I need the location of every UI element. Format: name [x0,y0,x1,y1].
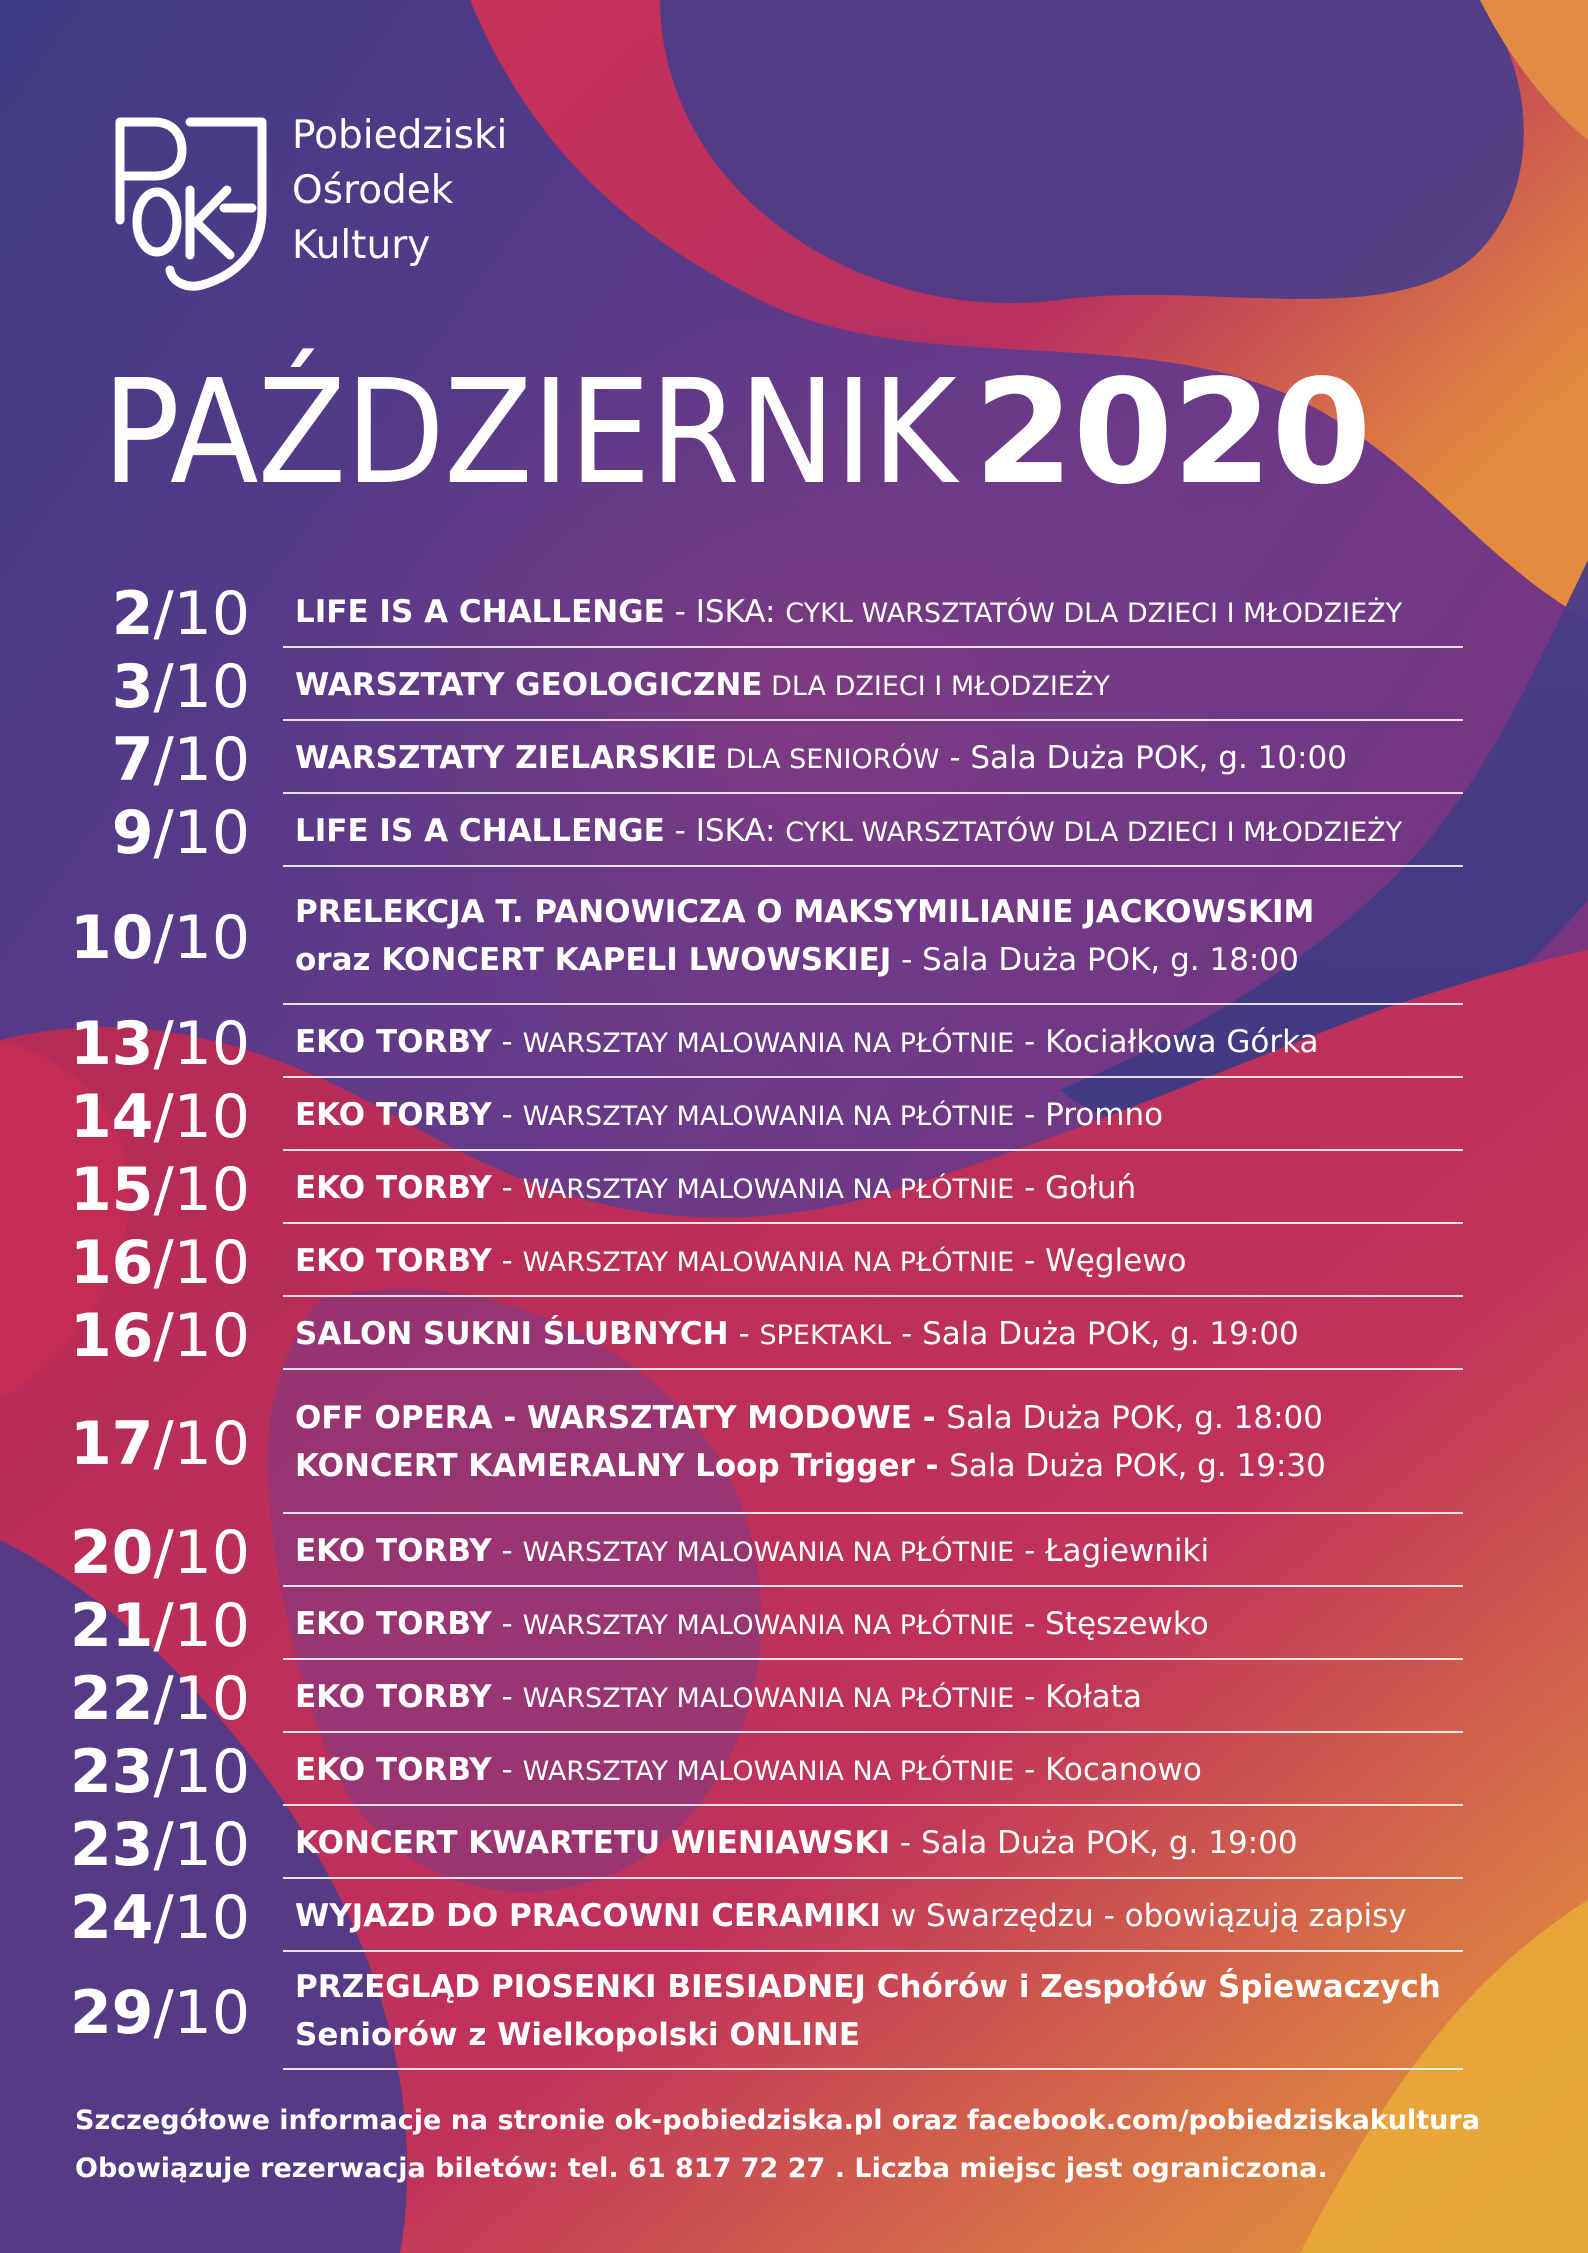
event-day: 13 [69,1008,154,1079]
event-month: /10 [153,1809,250,1880]
event-description [295,888,1465,984]
org-name-line: Ośrodek [292,168,454,213]
event-day: 3 [111,651,154,722]
footer-line-reservation: Obowiązuje rezerwacja biletów: tel. 61 817 72 27 . Liczba miejsc jest ograniczona. [75,2153,1328,2184]
event-date [69,1978,250,2048]
event-title: Seniorów z Wielkopolski ONLINE [295,2017,861,2053]
poster-title [102,348,1371,516]
event-row [0,1224,1588,1297]
event-date [111,797,250,868]
event-date [111,724,250,795]
event-detail: - ISKA: [664,593,786,630]
event-detail: - Sala Duża POK, g. 19:00 [890,1824,1298,1861]
event-month: /10 [153,1736,250,1807]
event-description [295,734,1465,784]
event-detail: DLA SENIORÓW [717,743,940,775]
event-date [69,1154,250,1225]
event-description [295,1963,1465,2059]
event-month: /10 [153,1663,250,1734]
event-title: OFF OPERA - WARSZTATY MODOWE - [295,1400,947,1436]
event-detail: - [491,1242,523,1279]
event-day: 16 [69,1300,154,1371]
event-day: 7 [111,724,154,795]
event-description-line [295,734,1465,784]
event-month: /10 [153,1882,250,1953]
event-detail: - Stęszewko [1014,1605,1209,1642]
event-date [69,1008,250,1079]
event-description [295,1310,1465,1360]
event-day: 15 [69,1154,154,1225]
event-day: 17 [69,1409,154,1479]
event-description-line [295,588,1465,638]
event-title: EKO TORBY [295,1751,492,1788]
event-description-line [295,1963,1465,2011]
event-month: /10 [153,1517,250,1588]
event-description [295,1819,1465,1867]
event-description-line [295,807,1465,857]
event-row [0,1370,1588,1514]
event-row [0,1005,1588,1078]
event-day: 29 [69,1978,154,2048]
event-day: 10 [69,903,154,973]
event-detail: CYKL WARSZTATÓW DLA DZIECI I MŁODZIEŻY [785,816,1403,848]
event-date [69,1300,250,1371]
event-detail: - [728,1315,760,1352]
event-description-line [295,888,1465,936]
event-row [0,1806,1588,1879]
event-description [295,661,1465,711]
event-detail: - Łagiewniki [1014,1532,1210,1569]
event-detail: - Sala Duża POK, g. 18:00 [891,942,1299,978]
event-description [295,1394,1465,1490]
event-detail: - Sala Duża POK, g. 10:00 [939,739,1347,776]
event-title: EKO TORBY [295,1023,492,1060]
event-description-line [295,661,1465,711]
event-title: LIFE IS A CHALLENGE [295,812,665,849]
event-detail: WARSZTAY MALOWANIA NA PŁÓTNIE [522,1755,1015,1787]
event-row [0,721,1588,794]
event-description-line [295,1819,1465,1867]
event-row [0,575,1588,648]
event-row [0,1879,1588,1952]
event-month: /10 [153,1300,250,1371]
footer-info [75,2097,1480,2193]
event-detail: DLA DZIECI I MŁODZIEŻY [762,670,1110,702]
event-title: EKO TORBY [295,1532,492,1569]
event-description-line [295,936,1465,984]
event-description-line [295,2011,1465,2059]
event-detail: WARSZTAY MALOWANIA NA PŁÓTNIE [522,1173,1015,1205]
event-month: /10 [153,1590,250,1661]
event-description [295,1237,1465,1287]
event-description [295,1600,1465,1650]
event-description [295,1673,1465,1723]
event-day: 23 [69,1809,154,1880]
event-day: 16 [69,1227,154,1298]
event-description [295,1164,1465,1214]
event-row [0,1514,1588,1587]
event-description-line [295,1091,1465,1141]
event-description [295,1892,1465,1940]
event-description-line [295,1600,1465,1650]
event-description-line [295,1237,1465,1287]
event-month: /10 [153,724,250,795]
event-detail: - [491,1605,523,1642]
event-detail: w Swarzędzu - obowiązują zapisy [880,1897,1407,1934]
event-title: PRELEKCJA T. PANOWICZA O MAKSYMILIANIE JACKOWSKIM [295,894,1315,930]
event-row [0,867,1588,1005]
event-detail: WARSZTAY MALOWANIA NA PŁÓTNIE [522,1246,1015,1278]
event-row [0,1587,1588,1660]
event-detail: WARSZTAY MALOWANIA NA PŁÓTNIE [522,1682,1015,1714]
event-day: 2 [111,578,154,649]
event-title: KONCERT KAMERALNY Loop Trigger - [295,1448,950,1484]
event-detail: WARSZTAY MALOWANIA NA PŁÓTNIE [522,1100,1015,1132]
event-date [69,903,250,973]
title-month: PAŹDZIERNIK [102,348,956,516]
event-date [69,1663,250,1734]
event-month: /10 [153,797,250,868]
event-date [69,1517,250,1588]
event-row [0,794,1588,867]
event-detail: - Kocanowo [1014,1751,1202,1788]
event-title: EKO TORBY [295,1605,492,1642]
event-row [0,1660,1588,1733]
event-description-line [295,1892,1465,1940]
event-date [69,1590,250,1661]
event-description-line [295,1746,1465,1796]
event-detail: WARSZTAY MALOWANIA NA PŁÓTNIE [522,1536,1015,1568]
event-description [295,1091,1465,1141]
event-month: /10 [153,1409,250,1479]
event-title: PRZEGLĄD PIOSENKI BIESIADNEJ Chórów i Zespołów Śpiewaczych [295,1969,1441,2005]
event-detail: WARSZTAY MALOWANIA NA PŁÓTNIE [522,1027,1015,1059]
event-detail: Sala Duża POK, g. 18:00 [946,1400,1323,1436]
event-description-line [295,1442,1465,1490]
event-date [69,1227,250,1298]
event-detail: - [491,1678,523,1715]
event-detail: - Promno [1014,1096,1164,1133]
event-description-line [295,1673,1465,1723]
event-title: KONCERT KWARTETU WIENIAWSKI [295,1824,891,1861]
title-year: 2020 [973,348,1371,516]
event-title: WYJAZD DO PRACOWNI CERAMIKI [295,1897,881,1934]
event-detail: - [491,1096,523,1133]
event-date [69,1409,250,1479]
event-day: 23 [69,1736,154,1807]
event-title: SALON SUKNI ŚLUBNYCH [295,1315,729,1352]
event-description-line [295,1164,1465,1214]
org-name-line: Pobiedziski [292,113,508,158]
event-date [111,651,250,722]
event-day: 14 [69,1081,154,1152]
organization-name [292,108,507,273]
event-title: WARSZTATY GEOLOGICZNE [295,666,763,703]
event-month: /10 [153,1227,250,1298]
event-row [0,1952,1588,2070]
event-description-line [295,1310,1465,1360]
event-detail: - Gołuń [1014,1169,1137,1206]
event-detail: - Sala Duża POK, g. 19:00 [891,1315,1299,1352]
event-row [0,1078,1588,1151]
event-title: WARSZTATY ZIELARSKIE [295,739,718,776]
event-month: /10 [153,903,250,973]
event-title: EKO TORBY [295,1242,492,1279]
event-row [0,648,1588,721]
event-detail: - Kociałkowa Górka [1014,1023,1319,1060]
event-row [0,1297,1588,1370]
event-detail: - [491,1532,523,1569]
event-detail: SPEKTAKL [759,1319,892,1351]
pok-logo [112,110,272,295]
event-description [295,807,1465,857]
event-title: EKO TORBY [295,1169,492,1206]
event-date [69,1081,250,1152]
event-date [69,1882,250,1953]
event-title: LIFE IS A CHALLENGE [295,593,665,630]
event-description [295,588,1465,638]
event-detail: - [491,1023,523,1060]
event-date [69,1809,250,1880]
event-row [0,1733,1588,1806]
event-day: 20 [69,1517,154,1588]
event-month: /10 [153,1978,250,2048]
event-description-line [295,1394,1465,1442]
event-detail: CYKL WARSZTATÓW DLA DZIECI I MŁODZIEŻY [785,597,1403,629]
event-divider [283,2068,1463,2070]
event-title: EKO TORBY [295,1096,492,1133]
event-title: oraz KONCERT KAPELI LWOWSKIEJ [295,942,892,978]
event-date [69,1736,250,1807]
org-name-line: Kultury [292,223,431,268]
event-month: /10 [153,1154,250,1225]
event-detail: - Kołata [1014,1678,1142,1715]
event-title: EKO TORBY [295,1678,492,1715]
event-day: 24 [69,1882,154,1953]
event-detail: - Węglewo [1014,1242,1187,1279]
event-description [295,1018,1465,1068]
event-description-line [295,1527,1465,1577]
event-month: /10 [153,1081,250,1152]
event-month: /10 [153,651,250,722]
event-detail: WARSZTAY MALOWANIA NA PŁÓTNIE [522,1609,1015,1641]
event-description [295,1746,1465,1796]
footer-line-info: Szczegółowe informacje na stronie ok-pobiedziska.pl oraz facebook.com/pobiedziskakultura [75,2105,1480,2136]
event-day: 22 [69,1663,154,1734]
event-row [0,1151,1588,1224]
event-detail: - [491,1169,523,1206]
event-day: 21 [69,1590,154,1661]
event-day: 9 [111,797,154,868]
event-date [111,578,250,649]
event-month: /10 [153,578,250,649]
event-detail: - [491,1751,523,1788]
event-detail: Sala Duża POK, g. 19:30 [949,1448,1326,1484]
event-month: /10 [153,1008,250,1079]
event-description [295,1527,1465,1577]
event-detail: - ISKA: [664,812,786,849]
event-description-line [295,1018,1465,1068]
